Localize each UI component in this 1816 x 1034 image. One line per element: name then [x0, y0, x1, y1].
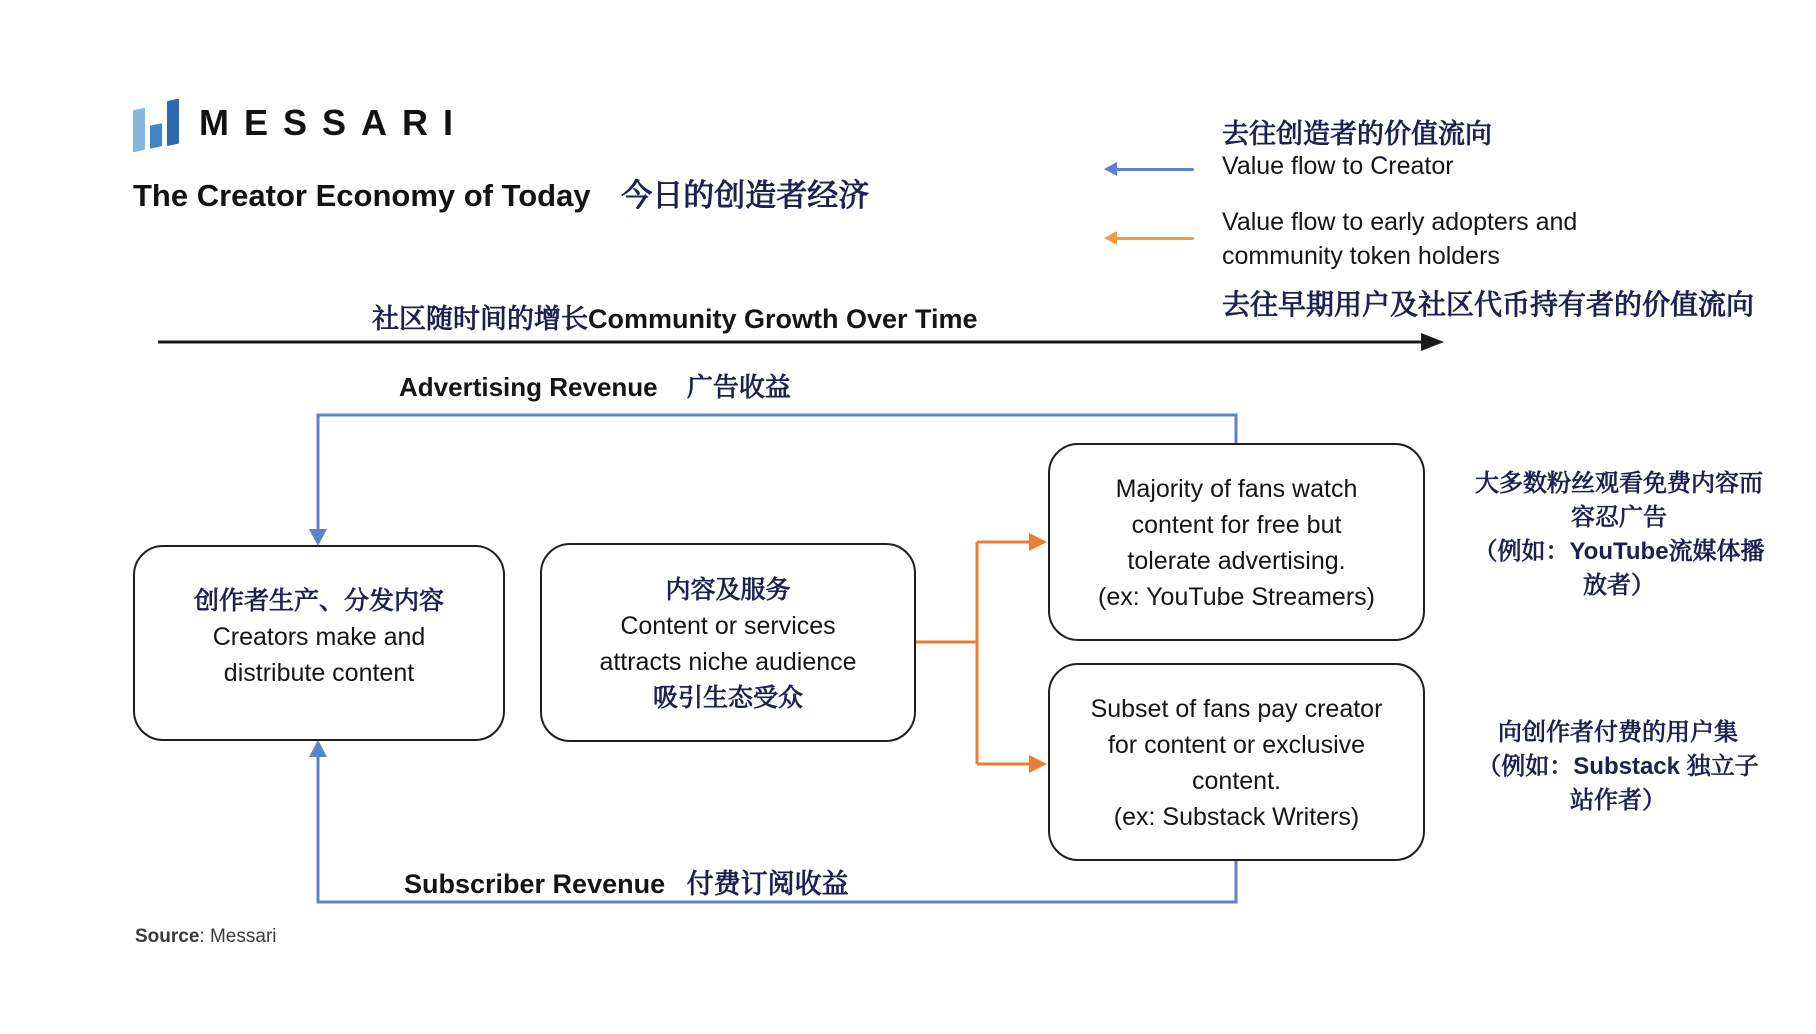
- box-creators-en2: distribute content: [223, 659, 415, 687]
- box-content-services: [540, 543, 916, 742]
- box-creators-en1: Creators make and: [212, 623, 426, 651]
- legend-orange-shaft: [1113, 237, 1194, 240]
- audience-split-line: [916, 542, 1032, 764]
- legend-early-label-zh: 去往早期用户及社区代币持有者的价值流向: [1222, 289, 1755, 320]
- audience-split-arrowhead-bottom: [1029, 755, 1047, 773]
- legend-creator-label-zh: 去往创造者的价值流向: [1222, 119, 1492, 149]
- legend-early-label-en1: Value flow to early adopters and: [1222, 208, 1578, 236]
- advertising-revenue-label: [399, 367, 791, 404]
- source-value: : Messari: [199, 926, 277, 947]
- box-creators-zh: 创作者生产、分发内容: [193, 587, 444, 615]
- subscriber-revenue-label-en: Subscriber Revenue: [404, 869, 666, 899]
- box-content-en1: Content or services: [620, 612, 836, 640]
- box-fans-pay: [1048, 663, 1425, 861]
- source-line: [135, 926, 277, 948]
- messari-logo: [133, 96, 468, 150]
- source-label: Source: [135, 926, 200, 947]
- legend-blue-shaft: [1113, 168, 1194, 171]
- box-content-zh2: 吸引生态受众: [652, 684, 803, 712]
- annotation-fans-free-l1: 大多数粉丝观看免费内容而: [1475, 470, 1763, 497]
- logo-bar-left: [133, 108, 145, 153]
- legend-creator-label-en: Value flow to Creator: [1222, 152, 1454, 180]
- community-growth-axis-arrowhead: [1421, 333, 1444, 351]
- logo-bar-middle: [150, 123, 162, 149]
- advertising-revenue-label-en: Advertising Revenue: [399, 372, 658, 402]
- logo-bar-right: [167, 99, 179, 147]
- box-fans-free-l2: content for free but: [1131, 511, 1342, 539]
- legend-blue-arrow-icon: [1104, 162, 1194, 176]
- box-fans-free: [1048, 443, 1425, 641]
- legend-orange-arrow-icon: [1104, 231, 1194, 245]
- box-fans-free-l3: tolerate advertising.: [1127, 547, 1346, 575]
- annotation-fans-pay-zh: [1448, 716, 1788, 818]
- legend-early-label-en2: community token holders: [1222, 242, 1500, 270]
- subscriber-revenue-label: [404, 862, 849, 901]
- box-content-zh1: 内容及服务: [665, 576, 791, 604]
- box-creators: [133, 545, 505, 741]
- annotation-fans-free-l2: 容忍广告: [1571, 504, 1667, 531]
- messari-logo-icon: [133, 91, 183, 156]
- box-fans-pay-l3: content.: [1192, 767, 1281, 795]
- annotation-fans-pay-l3: 站作者）: [1570, 787, 1666, 814]
- audience-split-arrowhead-top: [1029, 533, 1047, 551]
- community-growth-label-zh: 社区随时间的增长: [372, 304, 588, 334]
- box-content-en2: attracts niche audience: [599, 648, 857, 676]
- box-fans-free-l4: (ex: YouTube Streamers): [1098, 583, 1375, 611]
- annotation-fans-free-l3: （例如：YouTube流媒体播: [1473, 538, 1765, 565]
- page-title-zh: 今日的创造者经济: [621, 178, 870, 213]
- advertising-revenue-label-zh: 广告收益: [686, 372, 791, 402]
- community-growth-label: [372, 297, 978, 336]
- box-fans-free-l1: Majority of fans watch: [1115, 475, 1358, 503]
- community-growth-label-en: Community Growth Over Time: [588, 304, 978, 334]
- box-fans-pay-l4: (ex: Substack Writers): [1113, 803, 1360, 831]
- page-title-en: The Creator Economy of Today: [133, 178, 591, 213]
- annotation-fans-pay-l1: 向创作者付费的用户集: [1498, 719, 1738, 746]
- advertising-flow-arrowhead: [309, 529, 327, 546]
- annotation-fans-free-zh: [1438, 467, 1800, 603]
- subscriber-revenue-label-zh: 付费订阅收益: [686, 869, 849, 899]
- box-fans-pay-l1: Subset of fans pay creator: [1090, 695, 1383, 723]
- logo-wordmark: MESSARI: [199, 102, 469, 143]
- page-title: [133, 170, 869, 215]
- box-fans-pay-l2: for content or exclusive: [1107, 731, 1366, 759]
- subscriber-flow-arrowhead: [309, 740, 327, 757]
- annotation-fans-pay-l2: （例如：Substack 独立子: [1477, 753, 1759, 780]
- annotation-fans-free-l4: 放者）: [1583, 572, 1655, 599]
